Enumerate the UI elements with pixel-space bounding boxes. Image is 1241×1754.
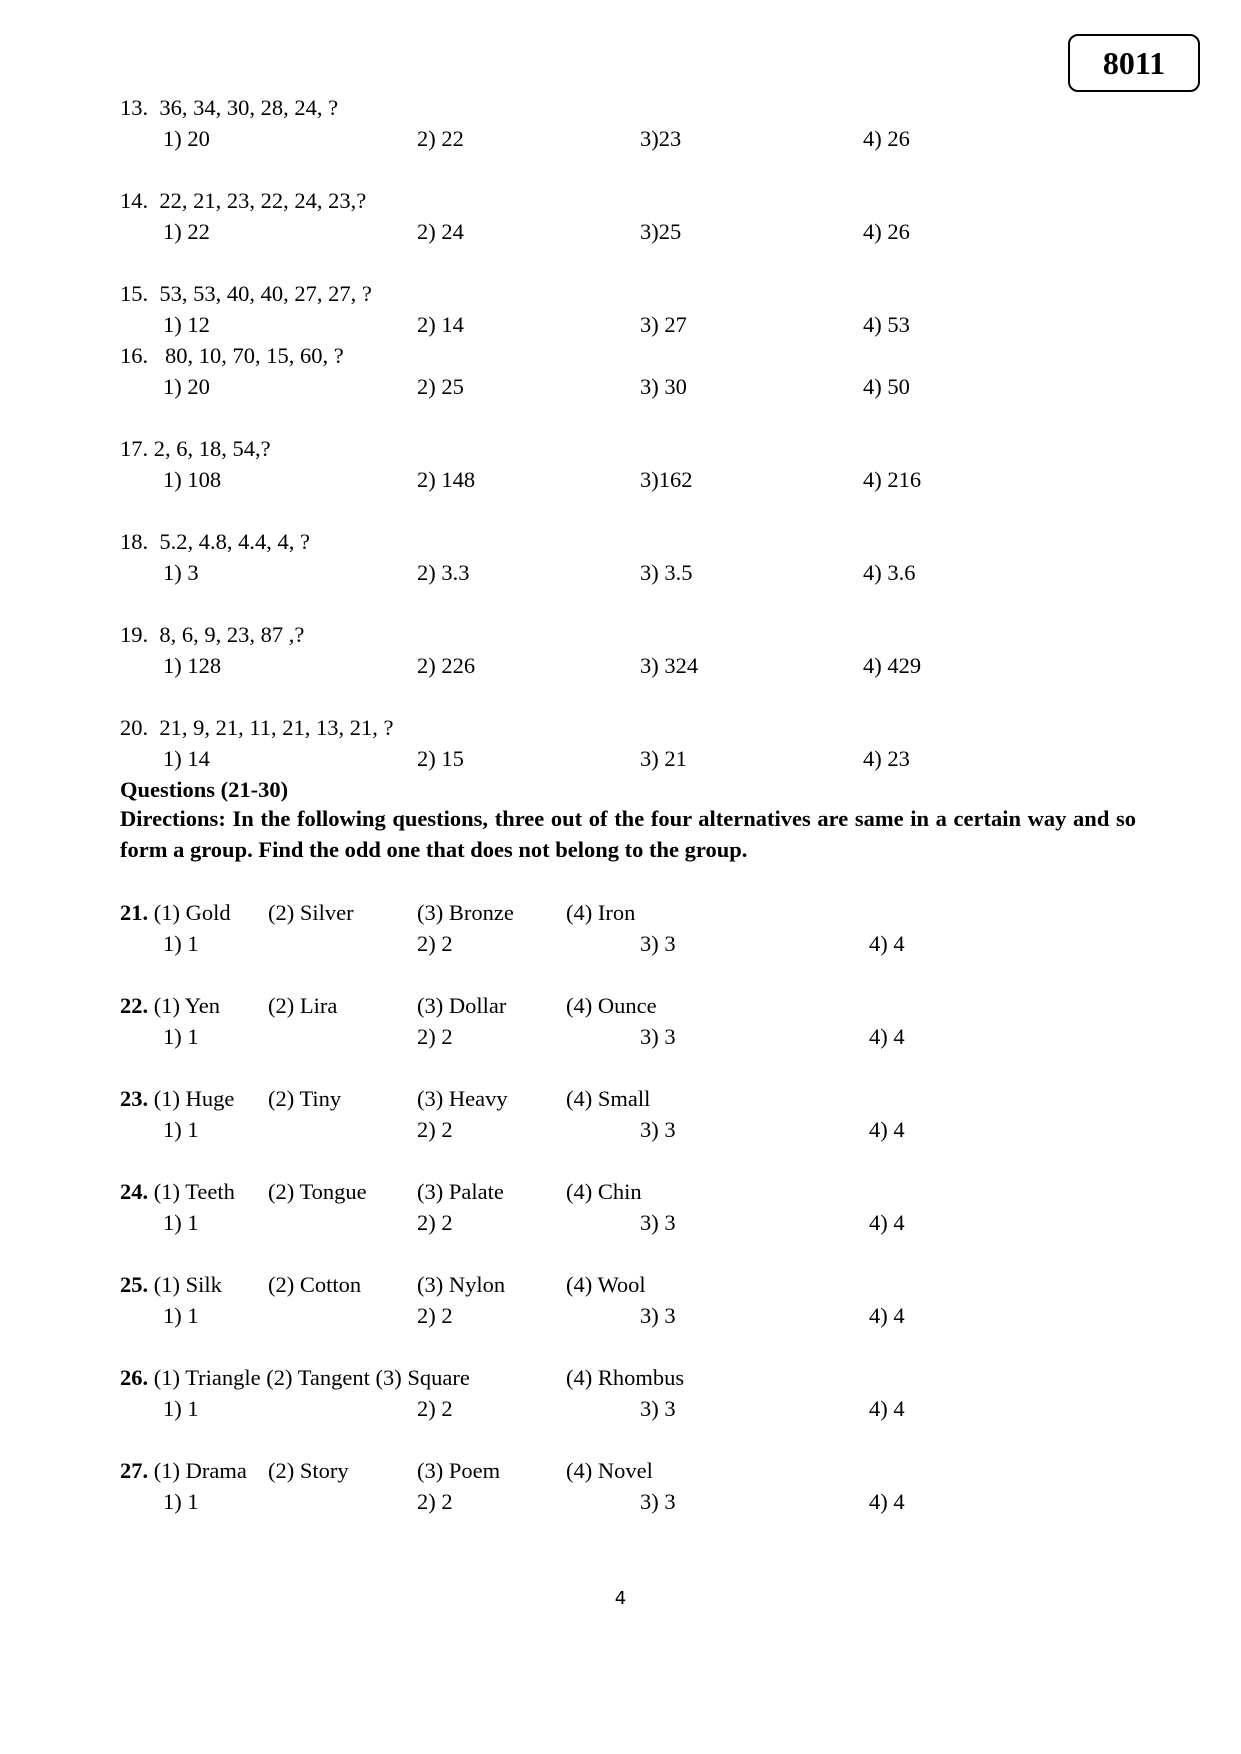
q26-item-4: (4) Rhombus xyxy=(566,1365,685,1390)
q25-option-4: 4) 4 xyxy=(869,1303,905,1328)
q18-option-4: 4) 3.6 xyxy=(863,560,916,585)
q25-option-1: 1) 1 xyxy=(163,1303,199,1328)
q16-option-1: 1) 20 xyxy=(163,374,210,399)
question-20: 20. 21, 9, 21, 11, 21, 13, 21, ? xyxy=(120,715,394,740)
q23-option-3: 3) 3 xyxy=(640,1117,676,1142)
q24-item-3: (3) Palate xyxy=(417,1179,504,1204)
q24-item-4: (4) Chin xyxy=(566,1179,642,1204)
question-18: 18. 5.2, 4.8, 4.4, 4, ? xyxy=(120,529,310,554)
q22-option-4: 4) 4 xyxy=(869,1024,905,1049)
q24-option-3: 3) 3 xyxy=(640,1210,676,1235)
q17-option-2: 2) 148 xyxy=(417,467,476,492)
q25-option-2: 2) 2 xyxy=(417,1303,453,1328)
q13-option-4: 4) 26 xyxy=(863,126,910,151)
q27-option-3: 3) 3 xyxy=(640,1489,676,1514)
q20-option-3: 3) 21 xyxy=(640,746,687,771)
q26-option-2: 2) 2 xyxy=(417,1396,453,1421)
q17-option-4: 4) 216 xyxy=(863,467,922,492)
question-26: 26. (1) Triangle (2) Tangent (3) Square xyxy=(120,1365,470,1390)
paper-code: 8011 xyxy=(1102,44,1166,81)
q27-item-3: (3) Poem xyxy=(417,1458,501,1483)
section-heading: Questions (21-30) xyxy=(120,777,289,802)
q21-option-4: 4) 4 xyxy=(869,931,905,956)
q13-option-1: 1) 20 xyxy=(163,126,210,151)
q22-option-3: 3) 3 xyxy=(640,1024,676,1049)
q23-option-1: 1) 1 xyxy=(163,1117,199,1142)
q23-item-2: (2) Tiny xyxy=(268,1086,342,1111)
q27-option-1: 1) 1 xyxy=(163,1489,199,1514)
question-19: 19. 8, 6, 9, 23, 87 ,? xyxy=(120,622,305,647)
q21-item-3: (3) Bronze xyxy=(417,900,514,925)
q13-option-2: 2) 22 xyxy=(417,126,464,151)
question-16: 16. 80, 10, 70, 15, 60, ? xyxy=(120,343,344,368)
q16-option-4: 4) 50 xyxy=(863,374,910,399)
question-24: 24. (1) Teeth xyxy=(120,1179,235,1204)
q20-option-4: 4) 23 xyxy=(863,746,910,771)
question-21: 21. (1) Gold xyxy=(120,900,231,925)
q22-item-2: (2) Lira xyxy=(268,993,338,1018)
question-14: 14. 22, 21, 23, 22, 24, 23,? xyxy=(120,188,367,213)
q19-option-3: 3) 324 xyxy=(640,653,699,678)
q15-option-3: 3) 27 xyxy=(640,312,687,337)
q27-option-4: 4) 4 xyxy=(869,1489,905,1514)
q15-option-4: 4) 53 xyxy=(863,312,910,337)
q23-option-2: 2) 2 xyxy=(417,1117,453,1142)
q20-option-1: 1) 14 xyxy=(163,746,210,771)
q16-option-2: 2) 25 xyxy=(417,374,464,399)
q17-option-1: 1) 108 xyxy=(163,467,222,492)
q24-item-2: (2) Tongue xyxy=(268,1179,367,1204)
q19-option-2: 2) 226 xyxy=(417,653,476,678)
q26-option-1: 1) 1 xyxy=(163,1396,199,1421)
q24-option-4: 4) 4 xyxy=(869,1210,905,1235)
question-27: 27. (1) Drama xyxy=(120,1458,247,1483)
q13-option-3: 3)23 xyxy=(640,126,682,151)
q22-option-1: 1) 1 xyxy=(163,1024,199,1049)
question-25: 25. (1) Silk xyxy=(120,1272,222,1297)
q22-item-3: (3) Dollar xyxy=(417,993,507,1018)
q18-option-1: 1) 3 xyxy=(163,560,199,585)
paper-code-box xyxy=(1068,34,1200,92)
question-23: 23. (1) Huge xyxy=(120,1086,235,1111)
q18-option-2: 2) 3.3 xyxy=(417,560,470,585)
q14-option-2: 2) 24 xyxy=(417,219,464,244)
q19-option-4: 4) 429 xyxy=(863,653,922,678)
q22-option-2: 2) 2 xyxy=(417,1024,453,1049)
q19-option-1: 1) 128 xyxy=(163,653,222,678)
q25-item-3: (3) Nylon xyxy=(417,1272,506,1297)
q25-item-2: (2) Cotton xyxy=(268,1272,362,1297)
q26-option-3: 3) 3 xyxy=(640,1396,676,1421)
q22-item-4: (4) Ounce xyxy=(566,993,657,1018)
q21-item-4: (4) Iron xyxy=(566,900,636,925)
q25-option-3: 3) 3 xyxy=(640,1303,676,1328)
q27-item-4: (4) Novel xyxy=(566,1458,653,1483)
q24-option-2: 2) 2 xyxy=(417,1210,453,1235)
q14-option-1: 1) 22 xyxy=(163,219,210,244)
q18-option-3: 3) 3.5 xyxy=(640,560,693,585)
q20-option-2: 2) 15 xyxy=(417,746,464,771)
q17-option-3: 3)162 xyxy=(640,467,693,492)
question-13: 13. 36, 34, 30, 28, 24, ? xyxy=(120,95,339,120)
q24-option-1: 1) 1 xyxy=(163,1210,199,1235)
section-directions: Directions: In the following questions, three out of the four alternatives are same in a certain way and so form a group. Find the odd one that does not belong to the group. xyxy=(120,806,1136,862)
q23-option-4: 4) 4 xyxy=(869,1117,905,1142)
q16-option-3: 3) 30 xyxy=(640,374,687,399)
question-22: 22. (1) Yen xyxy=(120,993,221,1018)
q21-option-2: 2) 2 xyxy=(417,931,453,956)
q14-option-4: 4) 26 xyxy=(863,219,910,244)
q21-option-3: 3) 3 xyxy=(640,931,676,956)
q21-item-2: (2) Silver xyxy=(268,900,354,925)
q15-option-2: 2) 14 xyxy=(417,312,464,337)
page-number: 4 xyxy=(614,1588,627,1609)
question-15: 15. 53, 53, 40, 40, 27, 27, ? xyxy=(120,281,372,306)
q23-item-4: (4) Small xyxy=(566,1086,651,1111)
q27-option-2: 2) 2 xyxy=(417,1489,453,1514)
q14-option-3: 3)25 xyxy=(640,219,682,244)
q23-item-3: (3) Heavy xyxy=(417,1086,508,1111)
q27-item-2: (2) Story xyxy=(268,1458,349,1483)
question-17: 17. 2, 6, 18, 54,? xyxy=(120,436,271,461)
q25-item-4: (4) Wool xyxy=(566,1272,646,1297)
q15-option-1: 1) 12 xyxy=(163,312,210,337)
q26-option-4: 4) 4 xyxy=(869,1396,905,1421)
q21-option-1: 1) 1 xyxy=(163,931,199,956)
